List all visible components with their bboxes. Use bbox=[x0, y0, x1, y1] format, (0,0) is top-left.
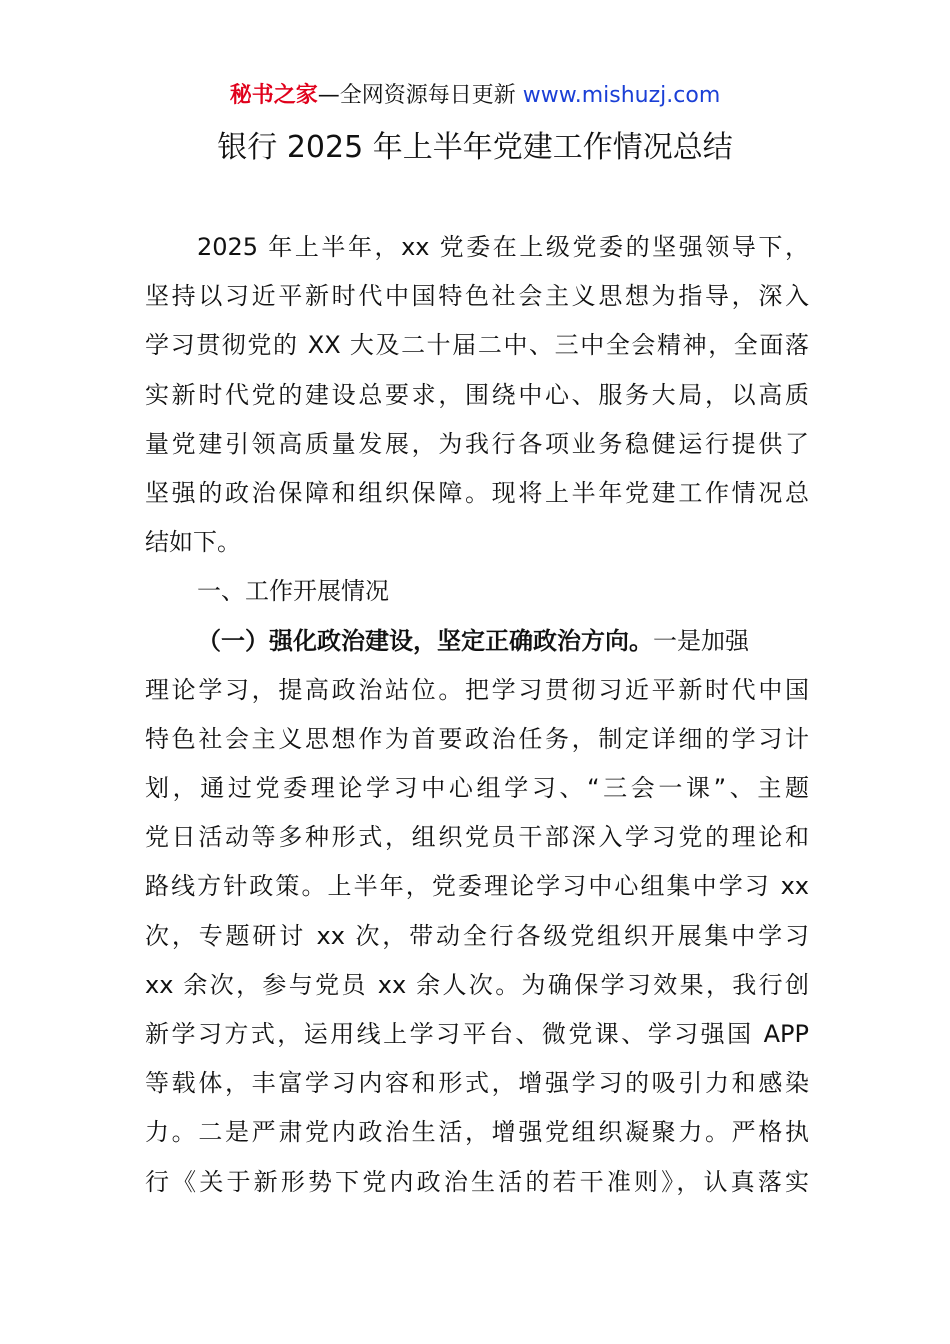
body-line: 新学习方式，运用线上学习平台、微党课、学习强国 APP bbox=[145, 1020, 809, 1048]
body-line: 2025 年上半年，xx 党委在上级党委的坚强领导下， bbox=[197, 233, 809, 261]
body-line: 学习贯彻党的 XX 大及二十届二中、三中全会精神，全面落 bbox=[145, 331, 809, 360]
body-line: 路线方针政策。上半年，党委理论学习中心组集中学习 xx bbox=[145, 872, 809, 901]
body-line: 次，专题研讨 xx 次，带动全行各级党组织开展集中学习 bbox=[145, 921, 809, 950]
body-line: 划，通过党委理论学习中心组学习、“三会一课”、主题 bbox=[145, 774, 809, 803]
body-line: 结如下。 bbox=[145, 528, 241, 557]
subsection-heading: （一）强化政治建设，坚定正确政治方向。 bbox=[197, 626, 653, 655]
subsection-line bbox=[145, 617, 809, 666]
body-line: 党日活动等多种形式，组织党员干部深入学习党的理论和 bbox=[145, 823, 809, 852]
body-line: 行《关于新形势下党内政治生活的若干准则》，认真落实 bbox=[145, 1167, 809, 1196]
body-line-fragment: 一是加强 bbox=[653, 626, 749, 655]
section-heading: 一、工作开展情况 bbox=[197, 577, 389, 606]
site-url-link[interactable]: www.mishuzj.com bbox=[522, 83, 721, 108]
document-body bbox=[145, 223, 809, 1207]
document-title: 银行 2025 年上半年党建工作情况总结 bbox=[217, 130, 733, 165]
body-line: 坚持以习近平新时代中国特色社会主义思想为指导，深入 bbox=[145, 282, 809, 311]
body-line: 量党建引领高质量发展，为我行各项业务稳健运行提供了 bbox=[145, 429, 809, 458]
body-line: 力。二是严肃党内政治生活，增强党组织凝聚力。严格执 bbox=[145, 1118, 809, 1147]
body-line: 等载体，丰富学习内容和形式，增强学习的吸引力和感染 bbox=[145, 1069, 809, 1098]
header-tagline: —全网资源每日更新 bbox=[317, 83, 523, 108]
brand-name: 秘书之家 bbox=[229, 83, 318, 108]
body-line: 特色社会主义思想作为首要政治任务，制定详细的学习计 bbox=[145, 724, 809, 753]
body-line: xx 余次，参与党员 xx 余人次。为确保学习效果，我行创 bbox=[145, 970, 809, 999]
body-line: 理论学习，提高政治站位。把学习贯彻习近平新时代中国 bbox=[145, 675, 809, 704]
body-line: 坚强的政治保障和组织保障。现将上半年党建工作情况总 bbox=[145, 478, 809, 507]
site-header bbox=[0, 80, 950, 112]
body-line: 实新时代党的建设总要求，围绕中心、服务大局，以高质 bbox=[145, 380, 809, 409]
